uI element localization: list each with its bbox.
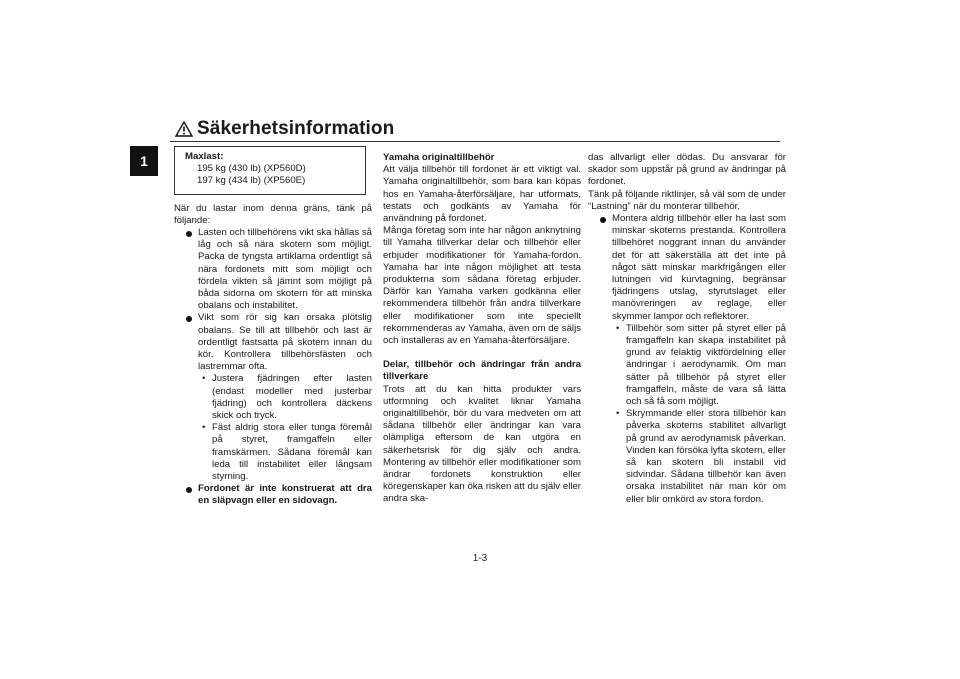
list-item: Lasten och tillbehörens vikt ska hållas så låg och så nära skotern som möjligt. Packa de tyngsta artiklarna ordentligt så nära fordonets mitt som möjligt och fördela vikten så jämnt som möjligt på båda sidorna om skotern för att minska obalans och instabilitet. bbox=[174, 227, 372, 312]
column-1 bbox=[174, 146, 372, 508]
paragraph: Tänk på följande riktlinjer, så väl som de under “Lastning” när du monterar tillbehör. bbox=[588, 188, 786, 212]
paragraph: Trots att du kan hitta produkter vars utformning och kvalitet liknar Yamaha originaltillbehör, bör du vara medveten om att sådana tillbehör eller ändringar kan vara olämpliga eftersom de kan utgöra en säkerhetsrisk för dig själv och andra. Montering av tillbehör eller modifikationer som ändrar fordonets konstruktion eller köregenskaper kan öka risken att du själv eller andra ska- bbox=[383, 383, 581, 505]
sub-list bbox=[198, 373, 372, 483]
section-heading: Delar, tillbehör och ändringar från andra tillverkare bbox=[383, 359, 581, 383]
column-3 bbox=[588, 152, 786, 506]
page-number: 1-3 bbox=[472, 553, 488, 564]
paragraph: das allvarligt eller dödas. Du ansvarar för skador som uppstår på grund av ändringar på fordonet. bbox=[588, 152, 786, 188]
sub-list-item: • Fäst aldrig stora eller tunga föremål på styret, framgaffeln eller framskärmen. Sådana föremål kan leda till instabilitet eller långsam styrning. bbox=[198, 422, 372, 483]
max-load-title: Maxlast: bbox=[185, 151, 224, 162]
page-title-text: Säkerhetsinformation bbox=[197, 118, 395, 139]
paragraph: Många företag som inte har någon anknytning till Yamaha tillverkar delar och tillbehör eller erbjuder modifikationer för Yamaha-fordon. Yamaha har inte någon möjlighet att testa produkterna som sådana företag erbjuder. Därför kan Yamaha varken godkänna eller rekommendera tillbehör från andra tillverkare eller modifikationer som inte speciellt rekommenderas av Yamaha, även om de säljs och installeras av en Yamaha-återförsäljare. bbox=[383, 225, 581, 347]
max-load-line: 195 kg (430 lb) (XP560D) bbox=[197, 163, 306, 175]
sub-list-item: • Skrymmande eller stora tillbehör kan påverka skoterns stabilitet allvarligt på grund av aerodynamisk påverkan. Vinden kan försöka lyfta skotern, eller så kan skotern bli instabil vid sidvindar. Sådana tillbehör kan även orsaka instabilitet när man kör om eller blir omkörd av stora fordon. bbox=[612, 408, 786, 506]
loading-intro: När du lastar inom denna gräns, tänk på följande: bbox=[174, 202, 372, 226]
page-title bbox=[175, 118, 394, 140]
loading-list bbox=[174, 227, 372, 508]
section-heading: Yamaha originaltillbehör bbox=[383, 152, 495, 163]
accessory-list bbox=[588, 213, 786, 506]
sub-list-item: • Justera fjädringen efter lasten (endast modeller med justerbar fjädring) och kontrollera däckens skick och tryck. bbox=[198, 373, 372, 422]
chapter-tab: 1 bbox=[130, 146, 158, 176]
warning-triangle-icon bbox=[175, 121, 193, 137]
column-2 bbox=[383, 152, 581, 506]
paragraph: Att välja tillbehör till fordonet är ett viktigt val. Yamaha originaltillbehör, som bara kan köpas hos en Yamaha-återförsäljare, har utformats, testats och godkänts av Yamaha för användning på fordonet. bbox=[383, 164, 581, 225]
max-load-box bbox=[174, 146, 366, 195]
list-item: Vikt som rör sig kan orsaka plötslig obalans. Se till att tillbehör och last är ordentligt fastsatta på skotern innan du kör. Kontrollera tillbehörsfästen och lastremmar ofta. • Justera fjädringen efter lasten (endast modeller med justerbar fjädring) och kontrollera däckens skick och tryck. • Fäst aldrig stora eller tunga föremål på styret, framgaffeln eller framskärmen. Sådana föremål kan leda till instabilitet eller långsam styrning. bbox=[174, 312, 372, 483]
header-divider bbox=[170, 141, 780, 142]
max-load-line: 197 kg (434 lb) (XP560E) bbox=[197, 175, 306, 187]
sub-list bbox=[612, 323, 786, 506]
list-item: Montera aldrig tillbehör eller ha last som minskar skoterns prestanda. Kontrollera tillbehöret noggrant innan du använder det för att säkerställa att det inte på något sätt minskar markfrigången eller lutningen vid kurvtagning, begränsar fjädringens utslag, styrutslaget eller manövreringen av reglage, eller skymmer lampor och reflektorer. • Tillbehör som sitter på styret eller på framgaffeln kan skapa instabilitet på grund av felaktig viktfördelning eller ändringar i aerodynamik. Om man sätter på tillbehör på styret eller framgaffeln, måste de vara så lätta och så få som möjligt. • Skrymmande eller stora tillbehör kan påverka skoterns stabilitet allvarligt på grund av aerodynamisk påverkan. Vinden kan försöka lyfta skotern, eller så kan skotern bli instabil vid sidvindar. Sådana tillbehör kan även orsaka instabilitet när man kör om eller blir omkörd av stora fordon. bbox=[588, 213, 786, 506]
sub-list-item: • Tillbehör som sitter på styret eller på framgaffeln kan skapa instabilitet på grund av felaktig viktfördelning eller ändringar i aerodynamik. Om man sätter på tillbehör på styret eller framgaffeln, måste de vara så lätta och så få som möjligt. bbox=[612, 323, 786, 408]
list-item: Fordonet är inte konstruerat att dra en släpvagn eller en sidovagn. bbox=[174, 483, 372, 507]
